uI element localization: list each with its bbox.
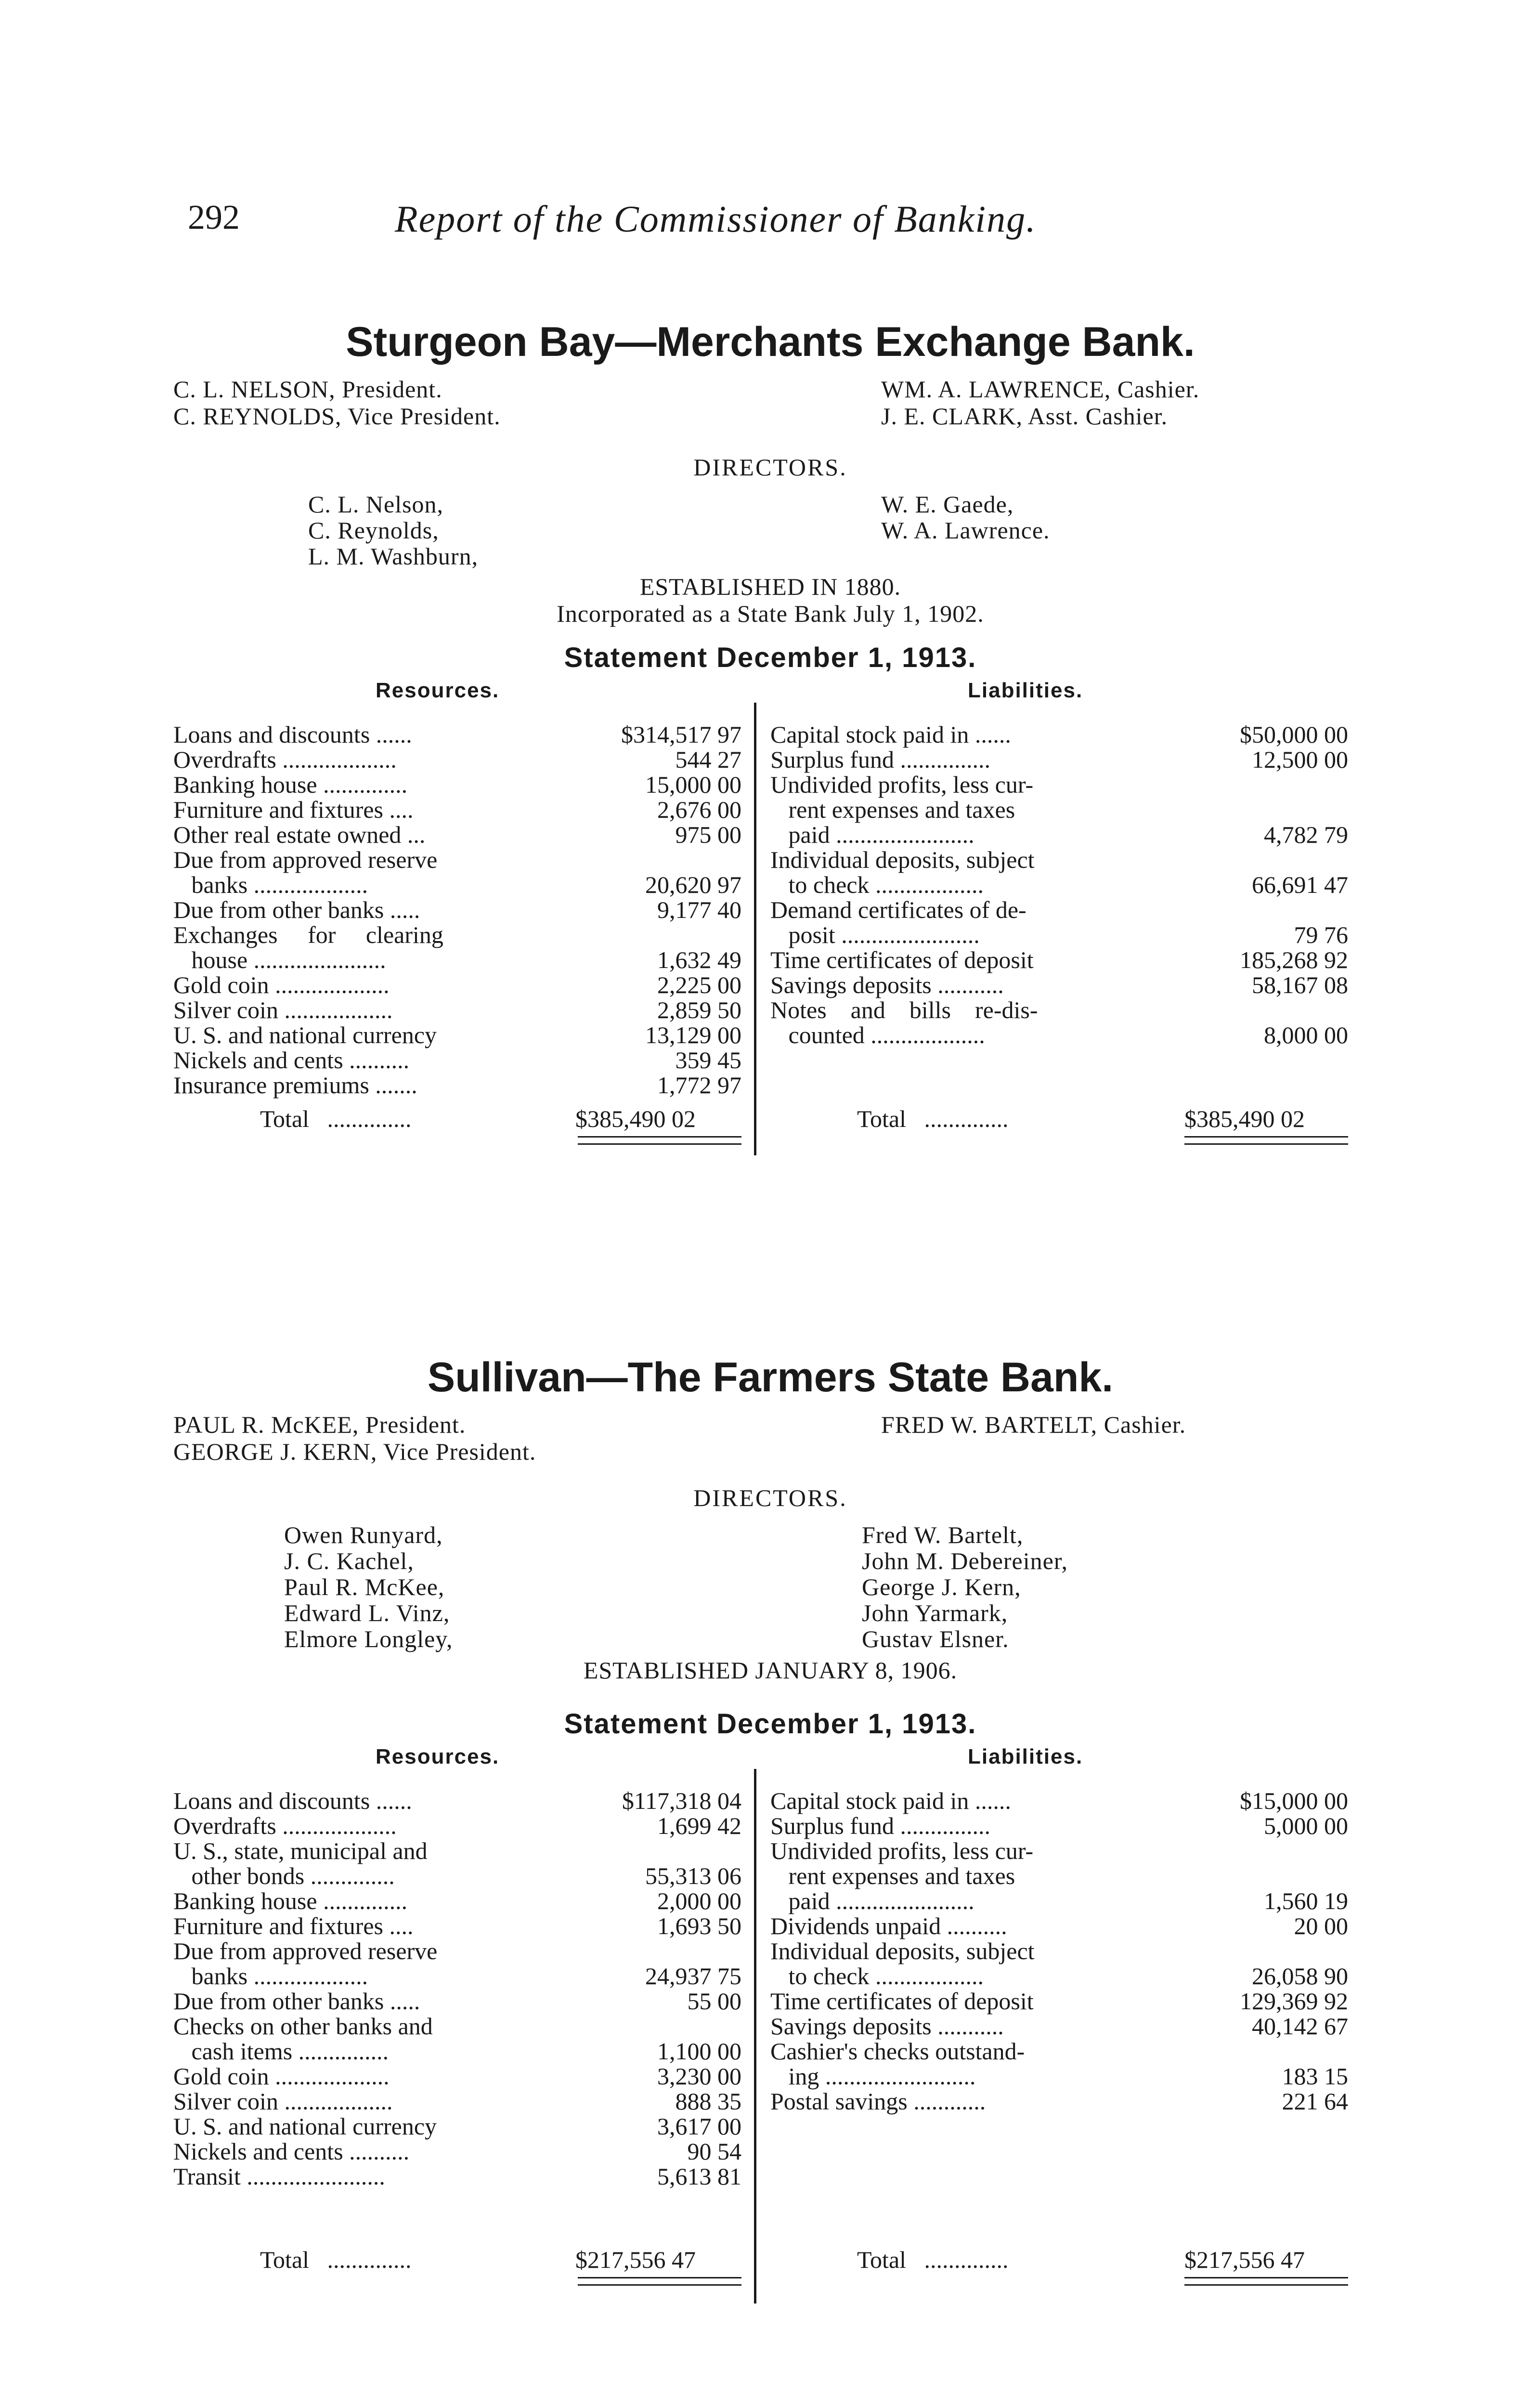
officers [173,1411,1367,1469]
balance-sheet [173,1745,1367,2313]
ledger-label: Transit ....................... [173,2163,385,2190]
director-name: W. A. Lawrence. [881,517,1050,544]
ledger-row [173,1022,741,1047]
ledger-row [173,2164,741,2189]
resources-heading: Resources. [376,679,500,702]
ledger-row [770,1963,1348,1989]
ledger-label: cash items ............... [173,2038,389,2065]
ledger-label: Capital stock paid in ...... [770,721,1011,748]
director-name: J. C. Kachel, [284,1547,414,1574]
ledger-label: counted ................... [770,1021,985,1048]
ledger-amount: 90 54 [687,2138,741,2165]
ledger-amount: 359 45 [675,1047,741,1073]
total-label-resources: Total .............. [260,2246,412,2273]
ledger-label: Due from other banks ..... [173,896,420,923]
ledger-amount: 24,937 75 [645,1963,741,1989]
ledger-amount: 15,000 00 [645,771,741,798]
total-label-liabilities: Total .............. [857,1105,1009,1132]
ledger-row [173,1073,741,1098]
double-rule [1184,2277,1348,2286]
director-name: Paul R. McKee, [284,1573,445,1600]
total-label-liabilities: Total .............. [857,2246,1009,2273]
ledger-row [173,2014,741,2039]
ledger-label: Overdrafts ................... [173,1812,397,1839]
ledger-row [173,1047,741,1073]
officer-line: GEORGE J. KERN, Vice President. [173,1438,536,1465]
ledger-amount: 55,313 06 [645,1862,741,1889]
director-name: C. Reynolds, [308,517,439,544]
officer-line: J. E. CLARK, Asst. Cashier. [881,403,1168,430]
ledger-row [770,872,1348,897]
ledger-label: to check .................. [770,871,984,898]
resources-heading: Resources. [376,1745,500,1768]
director-name: Fred W. Bartelt, [862,1521,1024,1548]
ledger-label: banks ................... [173,871,368,898]
ledger-label: Furniture and fixtures .... [173,1912,414,1939]
ledger-row [770,2039,1348,2064]
ledger-row [770,722,1348,747]
total-liabilities: $217,556 47 [1184,2246,1305,2273]
ledger-row [770,747,1348,772]
bank-section-sturgeon-bay [173,318,1367,1160]
ledger-row [770,2014,1348,2039]
ledger-amount: 40,142 67 [1252,2013,1348,2040]
ledger-amount: 129,369 92 [1240,1988,1348,2015]
ledger-label: Gold coin ................... [173,971,390,998]
ledger-row [770,972,1348,997]
director-name: Edward L. Vinz, [284,1599,450,1626]
column-divider [754,1769,756,2303]
total-resources: $217,556 47 [575,2246,696,2273]
ledger-row [770,922,1348,947]
ledger-label: rent expenses and taxes [770,1862,1015,1889]
ledger-row [770,1888,1348,1913]
ledger-amount: 2,225 00 [657,971,741,998]
ledger-label: Due from other banks ..... [173,1988,420,2015]
statement-title: Statement December 1, 1913. [564,1708,977,1740]
ledger-row [770,2089,1348,2114]
ledger-amount: 8,000 00 [1264,1021,1348,1048]
ledger-row [770,1813,1348,1838]
ledger-row [770,997,1348,1022]
ledger-row [173,1838,741,1863]
ledger-label: other bonds .............. [173,1862,395,1889]
double-rule [1184,1136,1348,1145]
ledger-row [173,2039,741,2064]
officer-line: C. L. NELSON, President. [173,376,442,403]
ledger-label: Banking house .............. [173,1887,408,1914]
ledger-label: Exchanges for clearing [173,921,443,948]
directors [173,1522,1367,1657]
ledger-amount: 5,000 00 [1264,1812,1348,1839]
bank-title: Sturgeon Bay—Merchants Exchange Bank. [346,319,1195,365]
ledger-row [770,1938,1348,1963]
running-title: Report of the Commissioner of Banking. [395,198,1037,240]
ledger-label: Loans and discounts ...... [173,1787,412,1814]
ledger-label: Surplus fund ............... [770,1812,990,1839]
ledger-row [173,2064,741,2089]
officers [173,376,1367,433]
ledger-amount: 1,100 00 [657,2038,741,2065]
ledger-row [173,1788,741,1813]
bank-title: Sullivan—The Farmers State Bank. [427,1354,1114,1400]
statement-title: Statement December 1, 1913. [564,642,977,673]
ledger-label: Individual deposits, subject [770,1937,1035,1964]
ledger-label: Savings deposits ........... [770,2013,1004,2040]
ledger-label: Furniture and fixtures .... [173,796,414,823]
ledger-amount: 183 15 [1282,2063,1348,2090]
directors [173,491,1367,573]
ledger-label: Gold coin ................... [173,2063,390,2090]
ledger-label: Undivided profits, less cur- [770,771,1034,798]
director-name: Owen Runyard, [284,1521,443,1548]
ledger-amount: 9,177 40 [657,896,741,923]
ledger-row [173,1863,741,1888]
ledger-label: Other real estate owned ... [173,821,426,848]
established-line: ESTABLISHED IN 1880. [639,573,901,600]
ledger-row [770,1863,1348,1888]
bank-section-sullivan [173,1353,1367,2313]
ledger-label: Nickels and cents .......... [173,1047,410,1073]
ledger-amount: 12,500 00 [1252,746,1348,773]
ledger-row [173,872,741,897]
ledger-amount: 79 76 [1294,921,1348,948]
director-name: C. L. Nelson, [308,491,444,518]
director-name: W. E. Gaede, [881,491,1014,518]
ledger-amount: 975 00 [675,821,741,848]
ledger-amount: 20 00 [1294,1912,1348,1939]
ledger-row [173,747,741,772]
ledger-label: Cashier's checks outstand- [770,2038,1025,2065]
ledger-amount: $15,000 00 [1240,1787,1348,1814]
ledger-amount: 1,699 42 [657,1812,741,1839]
ledger-label: posit ....................... [770,921,980,948]
ledger-label: U. S. and national currency [173,1021,437,1048]
balance-sheet [173,679,1367,1160]
column-divider [754,703,756,1155]
ledger-label: Capital stock paid in ...... [770,1787,1011,1814]
ledger-amount: 20,620 97 [645,871,741,898]
ledger-label: U. S. and national currency [173,2113,437,2140]
ledger-amount: $314,517 97 [621,721,741,748]
ledger-label: ing ......................... [770,2063,976,2090]
ledger-row [173,972,741,997]
ledger-amount: $117,318 04 [622,1787,741,1814]
ledger-row [770,822,1348,847]
ledger-label: Notes and bills re-dis- [770,996,1038,1023]
ledger-row [173,772,741,797]
officer-line: C. REYNOLDS, Vice President. [173,403,501,430]
ledger-label: Time certificates of deposit [770,1988,1034,2015]
ledger-label: to check .................. [770,1963,984,1989]
ledger-row [770,1788,1348,1813]
double-rule [578,1136,741,1145]
ledger-row [173,897,741,922]
ledger-row [173,1813,741,1838]
director-name: Gustav Elsner. [862,1625,1009,1652]
incorporated-line: Incorporated as a State Bank July 1, 1902. [557,600,984,627]
ledger-amount: 2,859 50 [657,996,741,1023]
ledger-amount: 1,693 50 [657,1912,741,1939]
officer-line: WM. A. LAWRENCE, Cashier. [881,376,1200,403]
ledger-row [173,922,741,947]
ledger-label: house ...................... [173,946,386,973]
ledger-row [770,2064,1348,2089]
ledger-row [173,2089,741,2114]
directors-label: DIRECTORS. [693,1484,847,1511]
ledger-row [173,1963,741,1989]
officer-line: PAUL R. McKEE, President. [173,1411,466,1438]
ledger-label: Due from approved reserve [173,1937,438,1964]
ledger-label: Insurance premiums ....... [173,1072,417,1099]
ledger-label: paid ....................... [770,1887,974,1914]
liabilities-heading: Liabilities. [968,679,1083,702]
ledger-label: Demand certificates of de- [770,896,1026,923]
ledger-row [173,1989,741,2014]
ledger-amount: 3,617 00 [657,2113,741,2140]
ledger-label: Overdrafts ................... [173,746,397,773]
ledger-label: Postal savings ............ [770,2088,986,2115]
ledger-amount: 4,782 79 [1264,821,1348,848]
ledger-row [770,947,1348,972]
ledger-row [770,897,1348,922]
ledger-amount: 1,772 97 [657,1072,741,1099]
ledger-amount: 55 00 [687,1988,741,2015]
ledger-label: Time certificates of deposit [770,946,1034,973]
ledger-row [173,722,741,747]
ledger-label: Due from approved reserve [173,846,438,873]
ledger-label: Nickels and cents .......... [173,2138,410,2165]
ledger-row [770,772,1348,797]
total-liabilities: $385,490 02 [1184,1105,1305,1132]
director-name: John Yarmark, [862,1599,1008,1626]
ledger-amount: 544 27 [675,746,741,773]
ledger-amount: 185,268 92 [1240,946,1348,973]
ledger-label: Individual deposits, subject [770,846,1035,873]
ledger-label: banks ................... [173,1963,368,1989]
ledger-label: Banking house .............. [173,771,408,798]
ledger-label: Dividends unpaid .......... [770,1912,1007,1939]
ledger-row [173,2114,741,2139]
ledger-label: paid ....................... [770,821,974,848]
ledger-amount: 2,000 00 [657,1887,741,1914]
ledger-amount: 888 35 [675,2088,741,2115]
ledger-amount: 221 64 [1282,2088,1348,2115]
director-name: Elmore Longley, [284,1625,453,1652]
ledger-row [173,947,741,972]
ledger-row [173,997,741,1022]
ledger-row [173,1888,741,1913]
ledger-amount: 1,632 49 [657,946,741,973]
officer-line: FRED W. BARTELT, Cashier. [881,1411,1186,1438]
ledger-row [770,1022,1348,1047]
directors-label: DIRECTORS. [693,454,847,481]
ledger-row [173,1938,741,1963]
ledger-row [770,1989,1348,2014]
ledger-row [770,847,1348,872]
total-label-resources: Total .............. [260,1105,412,1132]
established-line: ESTABLISHED JANUARY 8, 1906. [583,1657,958,1684]
ledger-row [770,1913,1348,1938]
ledger-row [173,822,741,847]
ledger-label: Silver coin .................. [173,996,393,1023]
ledger-row [770,797,1348,822]
ledger-amount: 66,691 47 [1252,871,1348,898]
director-name: John M. Debereiner, [862,1547,1068,1574]
ledger-amount: 5,613 81 [657,2163,741,2190]
director-name: L. M. Washburn, [308,543,479,570]
ledger-amount: $50,000 00 [1240,721,1348,748]
ledger-row [173,2139,741,2164]
ledger-label: Surplus fund ............... [770,746,990,773]
ledger-label: Loans and discounts ...... [173,721,412,748]
ledger-amount: 26,058 90 [1252,1963,1348,1989]
ledger-row [770,1838,1348,1863]
ledger-row [173,1913,741,1938]
total-resources: $385,490 02 [575,1105,696,1132]
page-number: 292 [188,198,240,236]
liabilities-heading: Liabilities. [968,1745,1083,1768]
ledger-label: Silver coin .................. [173,2088,393,2115]
ledger-amount: 3,230 00 [657,2063,741,2090]
director-name: George J. Kern, [862,1573,1021,1600]
ledger-amount: 2,676 00 [657,796,741,823]
ledger-row [173,797,741,822]
ledger-label: rent expenses and taxes [770,796,1015,823]
ledger-amount: 58,167 08 [1252,971,1348,998]
ledger-amount: 13,129 00 [645,1021,741,1048]
ledger-label: Savings deposits ........... [770,971,1004,998]
ledger-label: Undivided profits, less cur- [770,1837,1034,1864]
ledger-label: U. S., state, municipal and [173,1837,428,1864]
double-rule [578,2277,741,2286]
ledger-amount: 1,560 19 [1264,1887,1348,1914]
ledger-row [173,847,741,872]
running-header [188,197,1343,250]
ledger-label: Checks on other banks and [173,2013,433,2040]
